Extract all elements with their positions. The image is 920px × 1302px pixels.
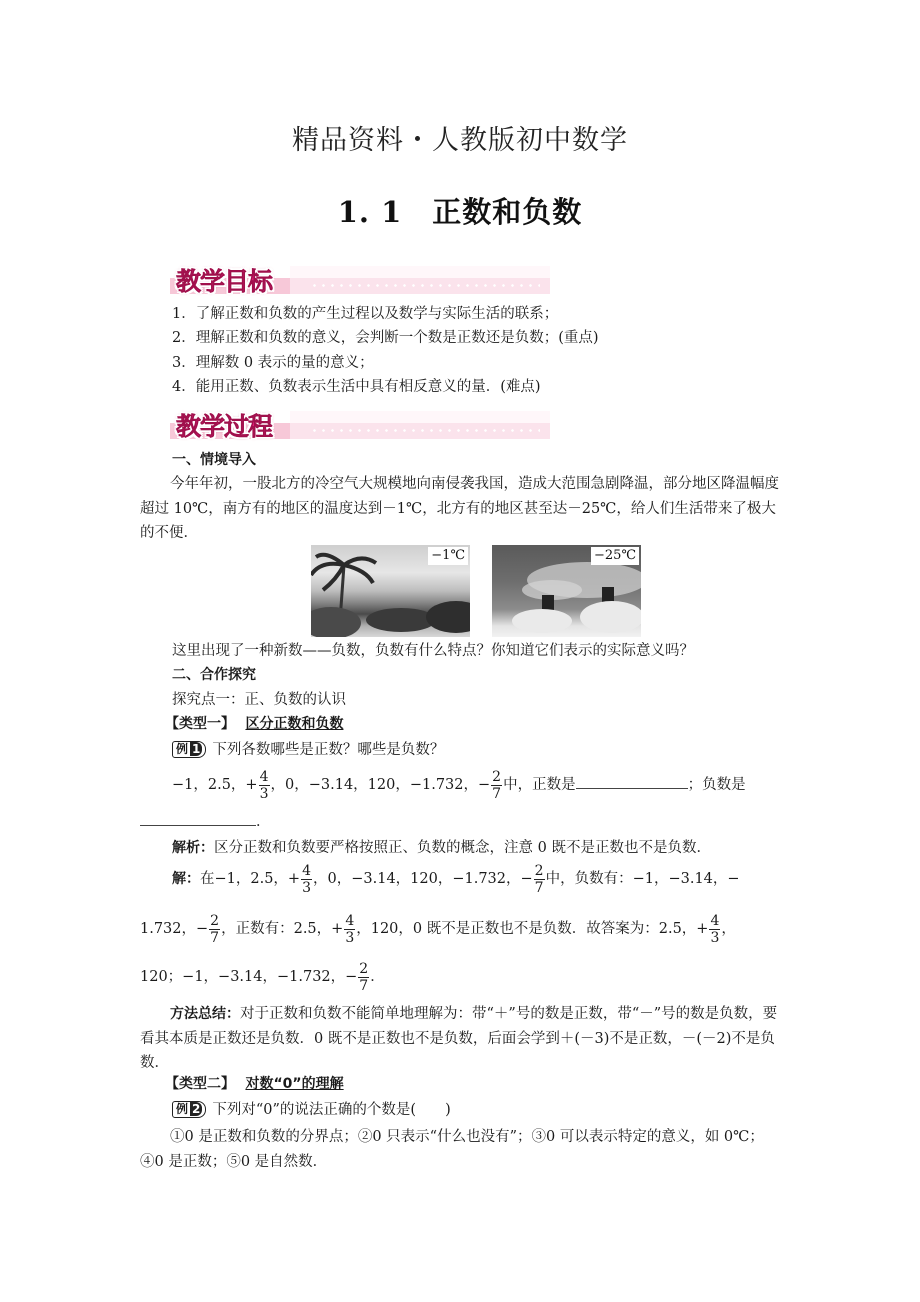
beach-photo [311, 545, 470, 637]
type1-title: 区分正数和负数 [245, 716, 344, 732]
denominator: 3 [710, 929, 720, 946]
fraction [344, 913, 355, 946]
badge-number: 2 [192, 1102, 201, 1116]
series-title: 精品资料・人教版初中数学 [292, 125, 628, 156]
section1-paragraph: 今年年初，一股北方的冷空气大规模地向南侵袭我国，造成大范围急剧降温，部分地区降温幅度超过 10℃，南方有的地区的温度达到－1℃，北方有的地区甚至达－25℃，给人们生活带来了极大的不便． [140, 476, 779, 541]
temperature-label: −1℃ [428, 547, 468, 565]
denominator: 3 [302, 879, 312, 896]
snow-photo [492, 545, 641, 637]
numerator: 2 [359, 960, 369, 977]
lesson-title [0, 190, 920, 231]
text-fragment: 1.732，− [140, 921, 209, 937]
example1-negative-blank-line [140, 812, 271, 832]
numerator: 4 [302, 862, 312, 879]
text-fragment: ，0，−3.14，120，−1.732，− [313, 871, 533, 887]
text-fragment: ；负数是 [687, 777, 746, 793]
answer-blank-positive[interactable] [576, 788, 688, 789]
type2-title: 对数“0”的理解 [245, 1076, 344, 1092]
text-fragment: −1，2.5，+ [172, 777, 258, 793]
objective-item: 3．理解数 0 表示的量的意义； [172, 355, 374, 371]
fraction [534, 863, 545, 896]
numerator: 2 [210, 912, 220, 929]
example1-number-list [172, 768, 746, 802]
method-summary [140, 1002, 782, 1076]
numerator: 2 [534, 862, 544, 879]
text-fragment: ． [370, 969, 385, 985]
numerator: 4 [710, 912, 720, 929]
type1-heading [165, 714, 343, 734]
method-label: 方法总结： [170, 1006, 240, 1022]
type2-heading [165, 1074, 344, 1094]
objectives-banner-label: 教学目标 [176, 267, 273, 296]
fraction [491, 769, 502, 802]
example2-options: ①0 是正数和负数的分界点；②0 只表示“什么也没有”；③0 可以表示特定的意义，如 0℃；④0 是正数；⑤0 是自然数． [140, 1129, 764, 1170]
solution-line-2 [140, 912, 736, 946]
analysis-label: 解析： [172, 840, 214, 856]
badge-word: 例 [176, 1102, 189, 1116]
badge-number: 1 [192, 742, 201, 756]
text-fragment: 中，正数是 [503, 777, 576, 793]
fraction [301, 863, 312, 896]
denominator: 7 [210, 929, 220, 946]
example1-question-line [172, 740, 444, 760]
fraction [209, 913, 220, 946]
denominator: 3 [259, 785, 269, 802]
process-banner-label: 教学过程 [176, 412, 273, 441]
section1-question: 这里出现了一种新数——负数，负数有什么特点？你知道它们表示的实际意义吗？ [172, 643, 694, 659]
objective-item: 1．了解正数和负数的产生过程以及数学与实际生活的联系； [172, 306, 559, 322]
answer-blank-negative[interactable] [140, 825, 256, 826]
example2-question-line [172, 1100, 451, 1120]
denominator: 7 [534, 879, 544, 896]
numerator: 4 [345, 912, 355, 929]
numerator: 2 [492, 768, 502, 785]
section1-heading: 一、情境导入 [172, 452, 256, 468]
section2-subheading: 探究点一：正、负数的认识 [172, 692, 346, 708]
example1-badge [172, 741, 206, 758]
example2-question: 下列对“0”的说法正确的个数是( ) [212, 1102, 451, 1118]
denominator: 7 [359, 977, 369, 994]
solution-line-3 [140, 960, 385, 994]
method-text: 对于正数和负数不能简单地理解为：带“＋”号的数是正数，带“－”号的数是负数，要看其本质是正数还是负数．0 既不是正数也不是负数，后面会学到＋(－3)不是正数，－(－2)不是负数． [140, 1006, 778, 1071]
solution-line-1 [172, 862, 740, 896]
objectives-banner [170, 262, 550, 294]
text-fragment: ，0，−3.14，120，−1.732，− [270, 777, 491, 793]
lesson-title-text: 正数和负数 [432, 195, 583, 229]
text-fragment: 在−1，2.5，+ [200, 871, 301, 887]
text-fragment: 中，负数有：−1，−3.14，− [545, 871, 740, 887]
objective-item: 2．理解正数和负数的意义，会判断一个数是正数还是负数；(重点) [172, 330, 599, 346]
text-fragment: ． [256, 814, 271, 830]
example2-badge [172, 1101, 206, 1118]
section2-heading: 二、合作探究 [172, 667, 256, 683]
denominator: 3 [345, 929, 355, 946]
type2-bracket: 【类型二】 [165, 1076, 235, 1092]
text-fragment: ， [721, 921, 736, 937]
objective-item: 4．能用正数、负数表示生活中具有相反意义的量．(难点) [172, 379, 541, 395]
text-fragment: ，120，0 既不是正数也不是负数．故答案为：2.5，+ [356, 921, 709, 937]
fraction [358, 961, 369, 994]
denominator: 7 [492, 785, 502, 802]
fraction [259, 769, 270, 802]
example1-analysis [172, 838, 711, 858]
lesson-number: 1. 1 [337, 195, 403, 229]
text-fragment: ，正数有：2.5，+ [221, 921, 344, 937]
example1-question: 下列各数哪些是正数？哪些是负数？ [212, 742, 445, 758]
temperature-label: −25℃ [591, 547, 639, 565]
numerator: 4 [259, 768, 269, 785]
analysis-text: 区分正数和负数要严格按照正、负数的概念，注意 0 既不是正数也不是负数． [214, 840, 711, 856]
text-fragment: 120；−1，−3.14，−1.732，− [140, 969, 358, 985]
fraction [709, 913, 720, 946]
type1-bracket: 【类型一】 [165, 716, 235, 732]
badge-word: 例 [176, 742, 189, 756]
solution-label: 解： [172, 871, 200, 887]
process-banner [170, 407, 550, 439]
